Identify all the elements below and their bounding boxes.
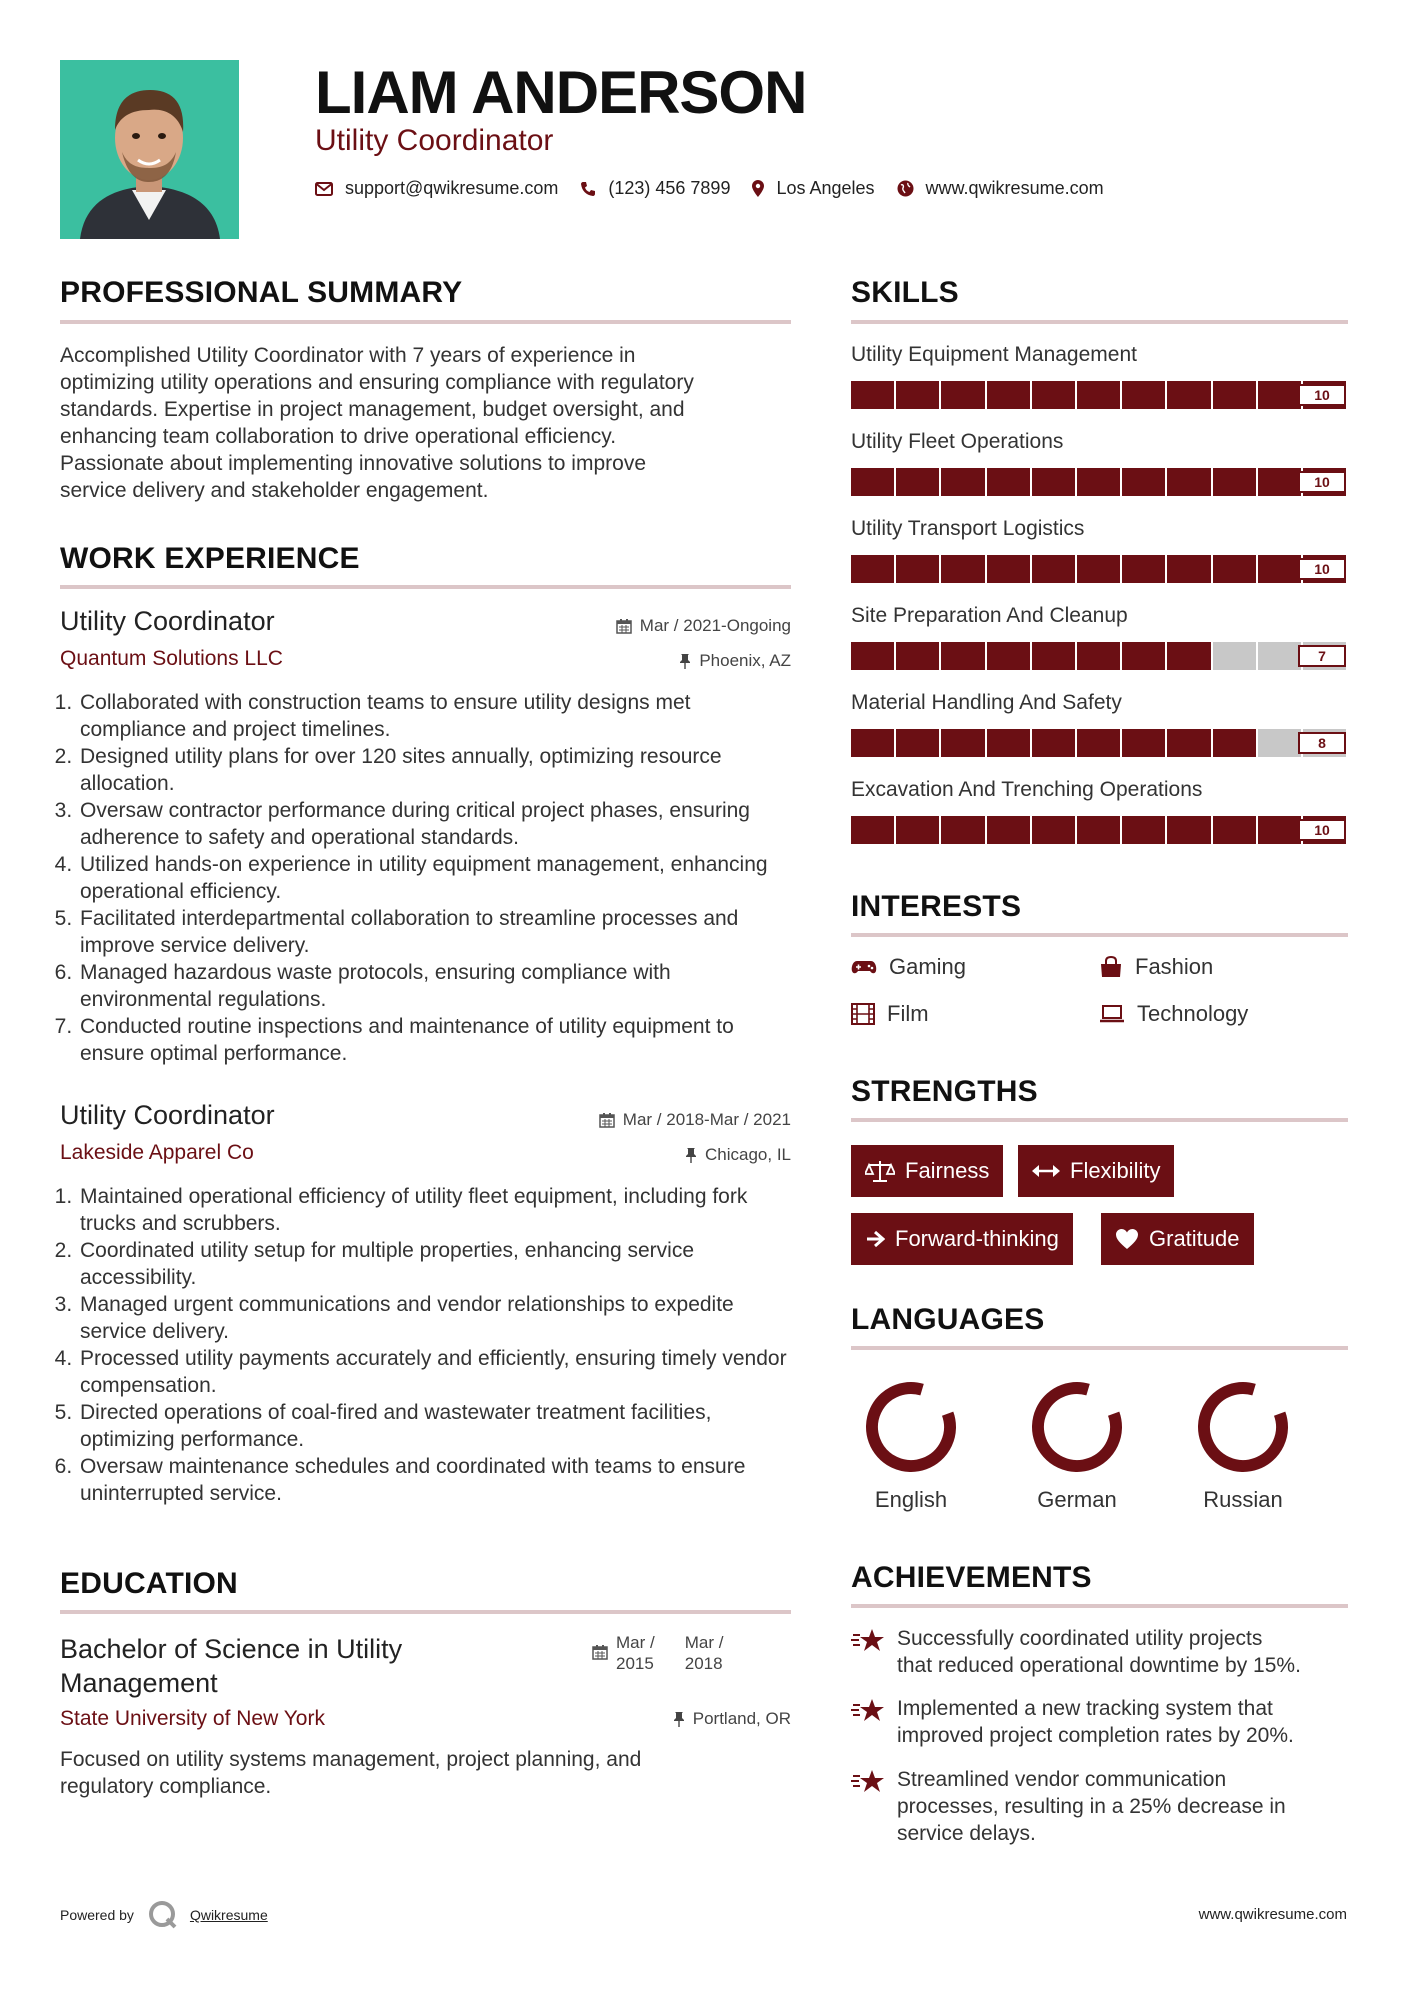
- contact-phone[interactable]: [580, 178, 730, 199]
- language-name: German: [1037, 1487, 1117, 1512]
- calendar-icon: [599, 1112, 615, 1128]
- star-badge-icon: [851, 1766, 887, 1847]
- skill-bar-segment: [1167, 381, 1210, 409]
- film-icon: [851, 1003, 875, 1025]
- skill-label: Utility Transport Logistics: [851, 517, 1085, 540]
- achievements-heading: ACHIEVEMENTS: [851, 1561, 1092, 1594]
- company-name: Lakeside Apparel Co: [60, 1141, 254, 1164]
- skill-bar: [851, 642, 1348, 670]
- skill-bar-segment: [1167, 468, 1210, 496]
- job-bullets: [60, 689, 800, 1067]
- skill-bar-segment: [1167, 555, 1210, 583]
- section-divider: [851, 1118, 1348, 1122]
- summary-line: service delivery and stakeholder engagement.: [60, 479, 489, 502]
- skill-bar-segment: [1213, 816, 1256, 844]
- powered-by-text: Powered by: [60, 1907, 134, 1923]
- calendar-icon: [616, 618, 632, 634]
- section-divider: [60, 1610, 791, 1614]
- job-dates: [599, 1110, 791, 1130]
- job-location: [679, 651, 791, 671]
- achievement-line: Successfully coordinated utility projects: [897, 1627, 1263, 1650]
- skill-bar-segment: [1032, 729, 1075, 757]
- skill-bar-segment: [1258, 555, 1301, 583]
- skill-bar-segment: [941, 642, 984, 670]
- skill-bar-segment: [896, 642, 939, 670]
- skill-bar-segment: [1032, 642, 1075, 670]
- strength-fairness: [851, 1145, 1003, 1197]
- envelope-icon: [315, 182, 333, 196]
- list-item: 2. Coordinated utility setup for multiple properties, enhancing service accessibility.: [78, 1237, 800, 1291]
- summary-line: optimizing utility operations and ensuring compliance with regulatory: [60, 371, 694, 394]
- skill-bar-segment: [1213, 729, 1256, 757]
- interest-label: Film: [887, 1001, 929, 1026]
- interest-fashion: [1099, 954, 1213, 980]
- pushpin-icon: [679, 653, 691, 669]
- contact-location: [752, 178, 874, 199]
- education-location: [673, 1709, 791, 1729]
- qwikresume-logo-icon: [148, 1900, 178, 1930]
- section-divider: [851, 320, 1348, 324]
- degree-line: Management: [60, 1668, 218, 1698]
- skill-bar-segment: [1213, 381, 1256, 409]
- strength-label: Forward-thinking: [895, 1226, 1059, 1251]
- phone-text: (123) 456 7899: [608, 178, 731, 198]
- skill-bar-segment: [1213, 642, 1256, 670]
- education-dates: [592, 1632, 723, 1674]
- job-dates-text: Mar / 2018-Mar / 2021: [622, 1110, 791, 1129]
- arrows-horizontal-icon: [1032, 1164, 1060, 1178]
- skill-bar-segment: [1167, 729, 1210, 757]
- languages-heading: LANGUAGES: [851, 1303, 1045, 1336]
- heart-icon: [1115, 1228, 1139, 1250]
- skill-bar-segment: [851, 816, 894, 844]
- list-item: 3. Managed urgent communications and vendor relationships to expedite service delivery.: [78, 1291, 800, 1345]
- pushpin-icon: [673, 1711, 685, 1727]
- skill-bar-segment: [1077, 816, 1120, 844]
- globe-icon: [897, 180, 914, 197]
- interest-label: Fashion: [1135, 954, 1214, 979]
- skill-bar-segment: [987, 468, 1030, 496]
- job-dates: [616, 616, 791, 636]
- start-date: [616, 1632, 655, 1674]
- skill-bar-segment: [1077, 729, 1120, 757]
- skill-bar-segment: [987, 381, 1030, 409]
- achievement-text: [897, 1695, 1294, 1749]
- skill-bar-segment: [896, 816, 939, 844]
- skill-bar-segment: [1122, 729, 1165, 757]
- shopping-bag-icon: [1099, 956, 1123, 978]
- end-year: 2018: [684, 1654, 723, 1673]
- star-badge-icon: [851, 1625, 887, 1679]
- interest-film: [851, 1001, 929, 1027]
- language-ring: [1017, 1372, 1137, 1487]
- skill-label: Utility Fleet Operations: [851, 430, 1064, 453]
- skill-bar-segment: [1258, 642, 1301, 670]
- candidate-name: LIAM ANDERSON: [315, 59, 807, 126]
- summary-heading: PROFESSIONAL SUMMARY: [60, 276, 463, 309]
- interest-label: Technology: [1137, 1001, 1249, 1026]
- achievement-item: [851, 1695, 1294, 1749]
- section-divider: [851, 933, 1348, 937]
- skill-bar-segment: [1122, 468, 1165, 496]
- achievement-text: [897, 1625, 1301, 1679]
- skill-bar-segment: [1122, 381, 1165, 409]
- skill-value: 8: [1298, 732, 1346, 754]
- strength-flexibility: [1018, 1145, 1174, 1197]
- skill-bar-segment: [1258, 729, 1301, 757]
- summary-line: standards. Expertise in project management, budget oversight, and: [60, 398, 685, 421]
- language-ring-arc: [861, 1377, 961, 1477]
- section-divider: [851, 1346, 1348, 1350]
- list-item: 2. Designed utility plans for over 120 sites annually, optimizing resource allocation.: [78, 743, 800, 797]
- start-month: Mar /: [616, 1633, 655, 1652]
- brand-link[interactable]: Qwikresume: [189, 1907, 268, 1923]
- language-name: English: [874, 1487, 948, 1512]
- strengths-heading: STRENGTHS: [851, 1075, 1038, 1108]
- skill-bar-segment: [851, 729, 894, 757]
- skill-bar-segment: [896, 468, 939, 496]
- contact-website[interactable]: [897, 178, 1104, 199]
- skill-bar-segment: [896, 729, 939, 757]
- skill-bar-segment: [896, 555, 939, 583]
- start-year: 2015: [616, 1654, 654, 1673]
- section-divider: [60, 585, 791, 589]
- strength-forward-thinking: [851, 1213, 1073, 1265]
- skill-bar-segment: [1032, 381, 1075, 409]
- calendar-icon: [592, 1644, 608, 1660]
- school-name: State University of New York: [60, 1707, 325, 1730]
- list-item: 4. Utilized hands-on experience in utility equipment management, enhancing operational efficiency.: [78, 851, 800, 905]
- footer-powered-by: [60, 1900, 268, 1930]
- skill-bar-segment: [1258, 468, 1301, 496]
- achievement-line: that reduced operational downtime by 15%.: [897, 1654, 1301, 1677]
- education-desc: [60, 1746, 800, 1800]
- skill-bar-segment: [896, 381, 939, 409]
- skill-label: Material Handling And Safety: [851, 691, 1122, 714]
- section-divider: [851, 1604, 1348, 1608]
- strength-label: Fairness: [905, 1158, 990, 1183]
- skill-bar-segment: [1077, 381, 1120, 409]
- gamepad-icon: [851, 959, 877, 975]
- footer-website[interactable]: www.qwikresume.com: [1198, 1906, 1347, 1923]
- skill-bar-segment: [987, 555, 1030, 583]
- skill-bar-segment: [1077, 555, 1120, 583]
- skill-bar: [851, 555, 1348, 583]
- skill-bar: [851, 381, 1348, 409]
- skill-bar: [851, 729, 1348, 757]
- job-location: [685, 1145, 791, 1165]
- achievement-line: processes, resulting in a 25% decrease in: [897, 1795, 1286, 1818]
- profile-photo: [60, 60, 239, 239]
- skill-bar-segment: [1032, 555, 1075, 583]
- achievement-line: Implemented a new tracking system that: [897, 1697, 1273, 1720]
- list-item: 4. Processed utility payments accurately and efficiently, ensuring timely vendor compensation.: [78, 1345, 800, 1399]
- strength-label: Flexibility: [1070, 1158, 1161, 1183]
- achievement-text: [897, 1766, 1286, 1847]
- summary-line: Passionate about implementing innovative solutions to improve: [60, 452, 647, 475]
- skill-bar-segment: [987, 729, 1030, 757]
- skill-label: Excavation And Trenching Operations: [851, 778, 1203, 801]
- map-pin-icon: [752, 180, 764, 197]
- interest-label: Gaming: [889, 954, 967, 979]
- achievement-item: [851, 1625, 1301, 1679]
- contact-bar: [315, 178, 1126, 199]
- skill-bar-segment: [987, 816, 1030, 844]
- job-bullets: [60, 1183, 800, 1507]
- skill-bar-segment: [1213, 555, 1256, 583]
- experience-heading: WORK EXPERIENCE: [60, 542, 360, 575]
- scale-icon: [865, 1159, 895, 1183]
- list-item: 3. Oversaw contractor performance during critical project phases, ensuring adherence to safety and operational standards.: [78, 797, 800, 851]
- pushpin-icon: [685, 1147, 697, 1163]
- skill-bar-segment: [941, 555, 984, 583]
- location-text: Los Angeles: [776, 178, 875, 198]
- skill-bar-segment: [1122, 555, 1165, 583]
- skill-value: 7: [1298, 645, 1346, 667]
- achievement-line: service delays.: [897, 1822, 1036, 1845]
- skill-bar-segment: [941, 729, 984, 757]
- skills-heading: SKILLS: [851, 276, 959, 309]
- section-divider: [60, 320, 791, 324]
- candidate-title: Utility Coordinator: [315, 124, 554, 157]
- achievement-line: improved project completion rates by 20%.: [897, 1724, 1294, 1747]
- list-item: 5. Directed operations of coal-fired and wastewater treatment facilities, optimizing performance.: [78, 1399, 800, 1453]
- list-item: 1. Collaborated with construction teams to ensure utility designs met compliance and project timelines.: [78, 689, 800, 743]
- skill-bar: [851, 816, 1348, 844]
- achievement-line: Streamlined vendor communication: [897, 1768, 1227, 1791]
- interests-heading: INTERESTS: [851, 890, 1022, 923]
- star-badge-icon: [851, 1695, 887, 1749]
- education-heading: EDUCATION: [60, 1567, 238, 1600]
- skill-bar: [851, 468, 1348, 496]
- skill-bar-segment: [1258, 816, 1301, 844]
- job-dates-text: Mar / 2021-Ongoing: [639, 616, 791, 635]
- education-desc-line: regulatory compliance.: [60, 1775, 272, 1798]
- list-item: 6. Oversaw maintenance schedules and coordinated with teams to ensure uninterrupted service.: [78, 1453, 800, 1507]
- education-location-text: Portland, OR: [692, 1709, 791, 1728]
- skill-bar-segment: [1032, 816, 1075, 844]
- job-location-text: Phoenix, AZ: [699, 651, 791, 670]
- skill-bar-segment: [851, 555, 894, 583]
- skill-bar-segment: [1122, 816, 1165, 844]
- skill-bar-segment: [851, 642, 894, 670]
- skill-value: 10: [1298, 384, 1346, 406]
- skill-bar-segment: [1032, 468, 1075, 496]
- language-ring-arc: [1027, 1377, 1127, 1477]
- avatar: [60, 60, 239, 239]
- skill-bar-segment: [1077, 642, 1120, 670]
- achievement-item: [851, 1766, 1286, 1847]
- skill-bar-segment: [941, 468, 984, 496]
- skill-bar-segment: [987, 642, 1030, 670]
- arrow-right-icon: [865, 1229, 885, 1249]
- summary-line: enhancing team collaboration to drive operational efficiency.: [60, 425, 617, 448]
- language-ring: [851, 1372, 971, 1487]
- language-ring: [1183, 1372, 1303, 1487]
- skill-value: 10: [1298, 471, 1346, 493]
- list-item: 1. Maintained operational efficiency of utility fleet equipment, including fork trucks and scrubbers.: [78, 1183, 800, 1237]
- skill-bar-segment: [1122, 642, 1165, 670]
- end-date: [685, 1632, 724, 1674]
- skill-bar-segment: [851, 381, 894, 409]
- skill-label: Site Preparation And Cleanup: [851, 604, 1128, 627]
- degree-line: Bachelor of Science in Utility: [60, 1634, 403, 1664]
- end-month: Mar /: [684, 1633, 724, 1652]
- education-desc-line: Focused on utility systems management, project planning, and: [60, 1748, 642, 1771]
- contact-email[interactable]: [315, 178, 558, 199]
- skill-bar-segment: [1213, 468, 1256, 496]
- language-ring-arc: [1193, 1377, 1293, 1477]
- skill-bar-segment: [941, 381, 984, 409]
- interest-gaming: [851, 954, 966, 980]
- list-item: 5. Facilitated interdepartmental collaboration to streamline processes and improve service delivery.: [78, 905, 800, 959]
- skill-value: 10: [1298, 558, 1346, 580]
- laptop-icon: [1099, 1005, 1125, 1023]
- summary-line: Accomplished Utility Coordinator with 7 years of experience in: [60, 344, 636, 367]
- skill-bar-segment: [1167, 642, 1210, 670]
- degree-title: [60, 1632, 402, 1700]
- job-title: Utility Coordinator: [60, 1100, 275, 1130]
- company-name: Quantum Solutions LLC: [60, 647, 283, 670]
- email-text: support@qwikresume.com: [345, 178, 559, 198]
- skill-bar-segment: [851, 468, 894, 496]
- job-title: Utility Coordinator: [60, 606, 275, 636]
- skill-bar-segment: [1077, 468, 1120, 496]
- phone-icon: [580, 181, 596, 197]
- website-text: www.qwikresume.com: [925, 178, 1104, 198]
- summary-text: [60, 342, 800, 504]
- interest-technology: [1099, 1001, 1248, 1027]
- job-location-text: Chicago, IL: [705, 1145, 791, 1164]
- skill-bar-segment: [1258, 381, 1301, 409]
- strength-label: Gratitude: [1149, 1226, 1240, 1251]
- list-item: 6. Managed hazardous waste protocols, ensuring compliance with environmental regulations.: [78, 959, 800, 1013]
- list-item: 7. Conducted routine inspections and maintenance of utility equipment to ensure optimal performance.: [78, 1013, 800, 1067]
- skill-bar-segment: [1167, 816, 1210, 844]
- strength-gratitude: [1101, 1213, 1254, 1265]
- skill-label: Utility Equipment Management: [851, 343, 1137, 366]
- skill-bar-segment: [941, 816, 984, 844]
- language-name: Russian: [1203, 1487, 1283, 1512]
- skill-value: 10: [1298, 819, 1346, 841]
